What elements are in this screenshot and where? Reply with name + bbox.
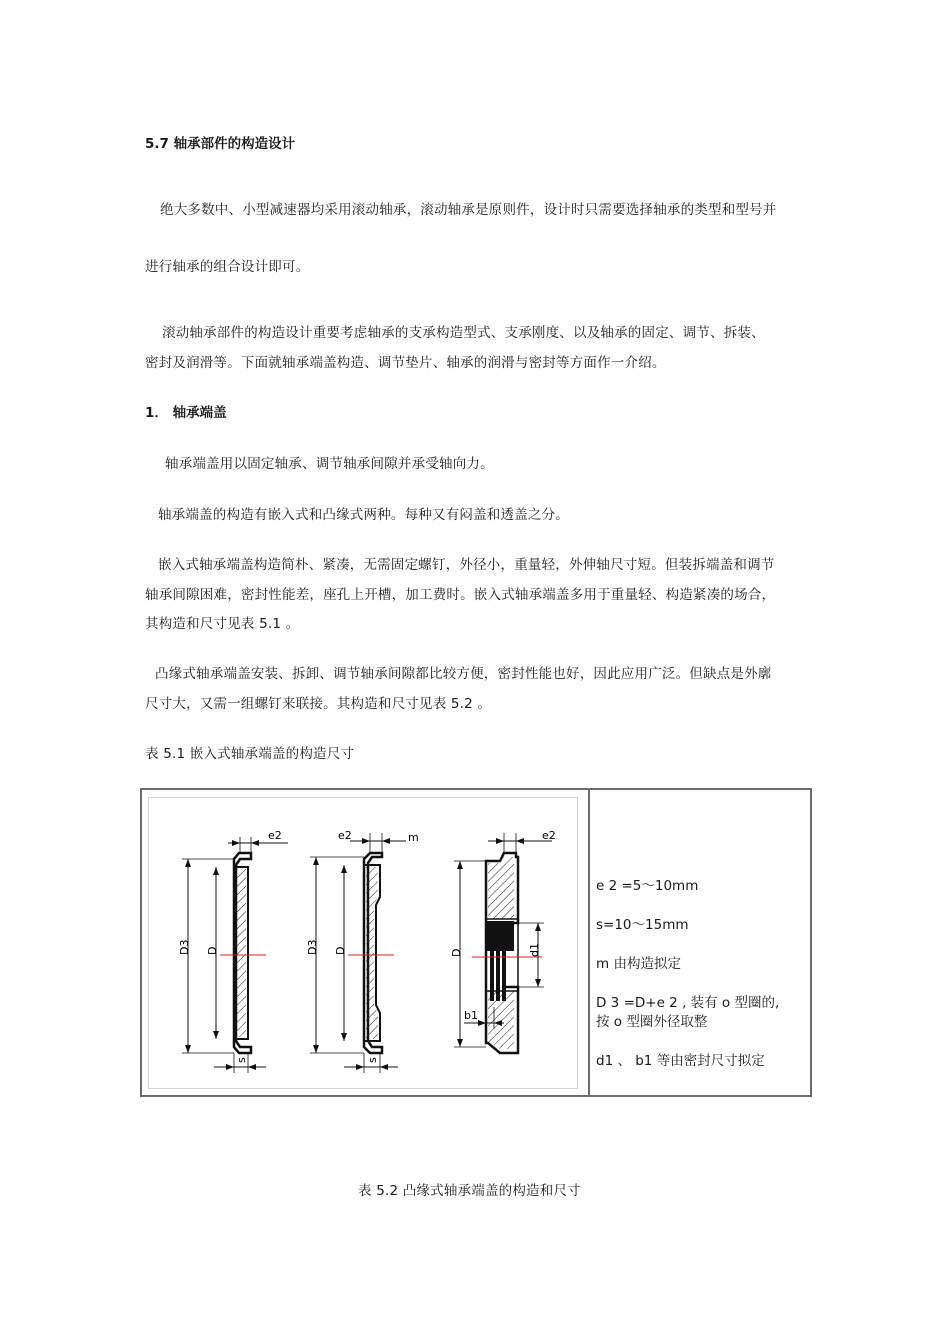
subsection-para2: 轴承端盖的构造有嵌入式和凸缘式两种。每种又有闷盖和透盖之分。 bbox=[158, 507, 569, 523]
section-para1-line2: 进行轴承的组合设计即可。 bbox=[145, 259, 310, 275]
fig3-e2-label: e2 bbox=[542, 829, 556, 842]
table2-caption: 表 5.2 凸缘式轴承端盖的构造和尺寸 bbox=[358, 1183, 581, 1199]
section-para1-line1: 绝大多数中、小型减速器均采用滚动轴承，滚动轴承是原则件，设计时只需要选择轴承的类型和型号并 bbox=[160, 202, 777, 218]
spec-s: s=10～15mm bbox=[596, 917, 689, 933]
table1-caption: 表 5.1 嵌入式轴承端盖的构造尺寸 bbox=[145, 746, 355, 762]
subsection-para1: 轴承端盖用以固定轴承、调节轴承间隙并承受轴向力。 bbox=[165, 456, 494, 472]
figure-embedded-cap-1 bbox=[178, 829, 288, 1073]
subsection-title: 1． 轴承端盖 bbox=[145, 405, 227, 421]
fig1-s-label: s bbox=[235, 1057, 248, 1063]
section-para2-line2: 密封及润滑等。下面就轴承端盖构造、调节垫片、轴承的润滑与密封等方面作一介绍。 bbox=[145, 355, 666, 371]
end-cap-drawings bbox=[148, 797, 578, 1089]
fig1-e2-label: e2 bbox=[268, 829, 282, 842]
subsection-para3-line3: 其构造和尺寸见表 5.1 。 bbox=[145, 616, 300, 632]
subsection-para3-line2: 轴承间隙困难，密封性能差，座孔上开槽，加工费时。嵌入式轴承端盖多用于重量轻、构造紧凑的场合， bbox=[145, 587, 776, 603]
spec-m: m 由构造拟定 bbox=[596, 956, 681, 972]
spec-e2: e 2 =5～10mm bbox=[596, 878, 699, 894]
spec-d3: D 3 =D+e 2 , 装有 o 型圈的, bbox=[596, 995, 780, 1011]
fig3-b1-label: b1 bbox=[464, 1009, 478, 1022]
fig1-d-label: D bbox=[206, 946, 219, 955]
section-para2-line1: 滚动轴承部件的构造设计重要考虑轴承的支承构造型式、支承刚度、以及轴承的固定、调节、拆装、 bbox=[162, 325, 765, 341]
fig1-d3-label: D3 bbox=[178, 939, 191, 955]
section-title: 5.7 轴承部件的构造设计 bbox=[145, 136, 296, 152]
figure-embedded-cap-through bbox=[450, 829, 556, 1053]
spec-d3-note: 按 o 型圈外径取整 bbox=[596, 1014, 708, 1030]
figure-embedded-cap-2 bbox=[306, 829, 419, 1073]
fig2-e2-label: e2 bbox=[338, 829, 352, 842]
subsection-para4-line1: 凸缘式轴承端盖安装、拆卸、调节轴承间隙都比较方便，密封性能也好，因此应用广泛。但缺点是外廓 bbox=[155, 666, 772, 682]
fig2-d3-label: D3 bbox=[306, 939, 319, 955]
table1-divider bbox=[588, 788, 590, 1097]
subsection-para3-line1: 嵌入式轴承端盖构造简朴、紧凑，无需固定螺钉，外径小，重量轻，外伸轴尺寸短。但装拆端盖和调节 bbox=[158, 557, 775, 573]
fig2-s-label: s bbox=[366, 1057, 379, 1063]
fig3-d-label: D bbox=[450, 948, 463, 957]
fig2-m-label: m bbox=[408, 831, 419, 844]
spec-d1-b1: d1 、 b1 等由密封尺寸拟定 bbox=[596, 1053, 765, 1069]
subsection-para4-line2: 尺寸大，又需一组螺钉来联接。其构造和尺寸见表 5.2 。 bbox=[145, 696, 492, 712]
fig2-d-label: D bbox=[334, 946, 347, 955]
fig3-d1-label: d1 bbox=[528, 943, 541, 957]
